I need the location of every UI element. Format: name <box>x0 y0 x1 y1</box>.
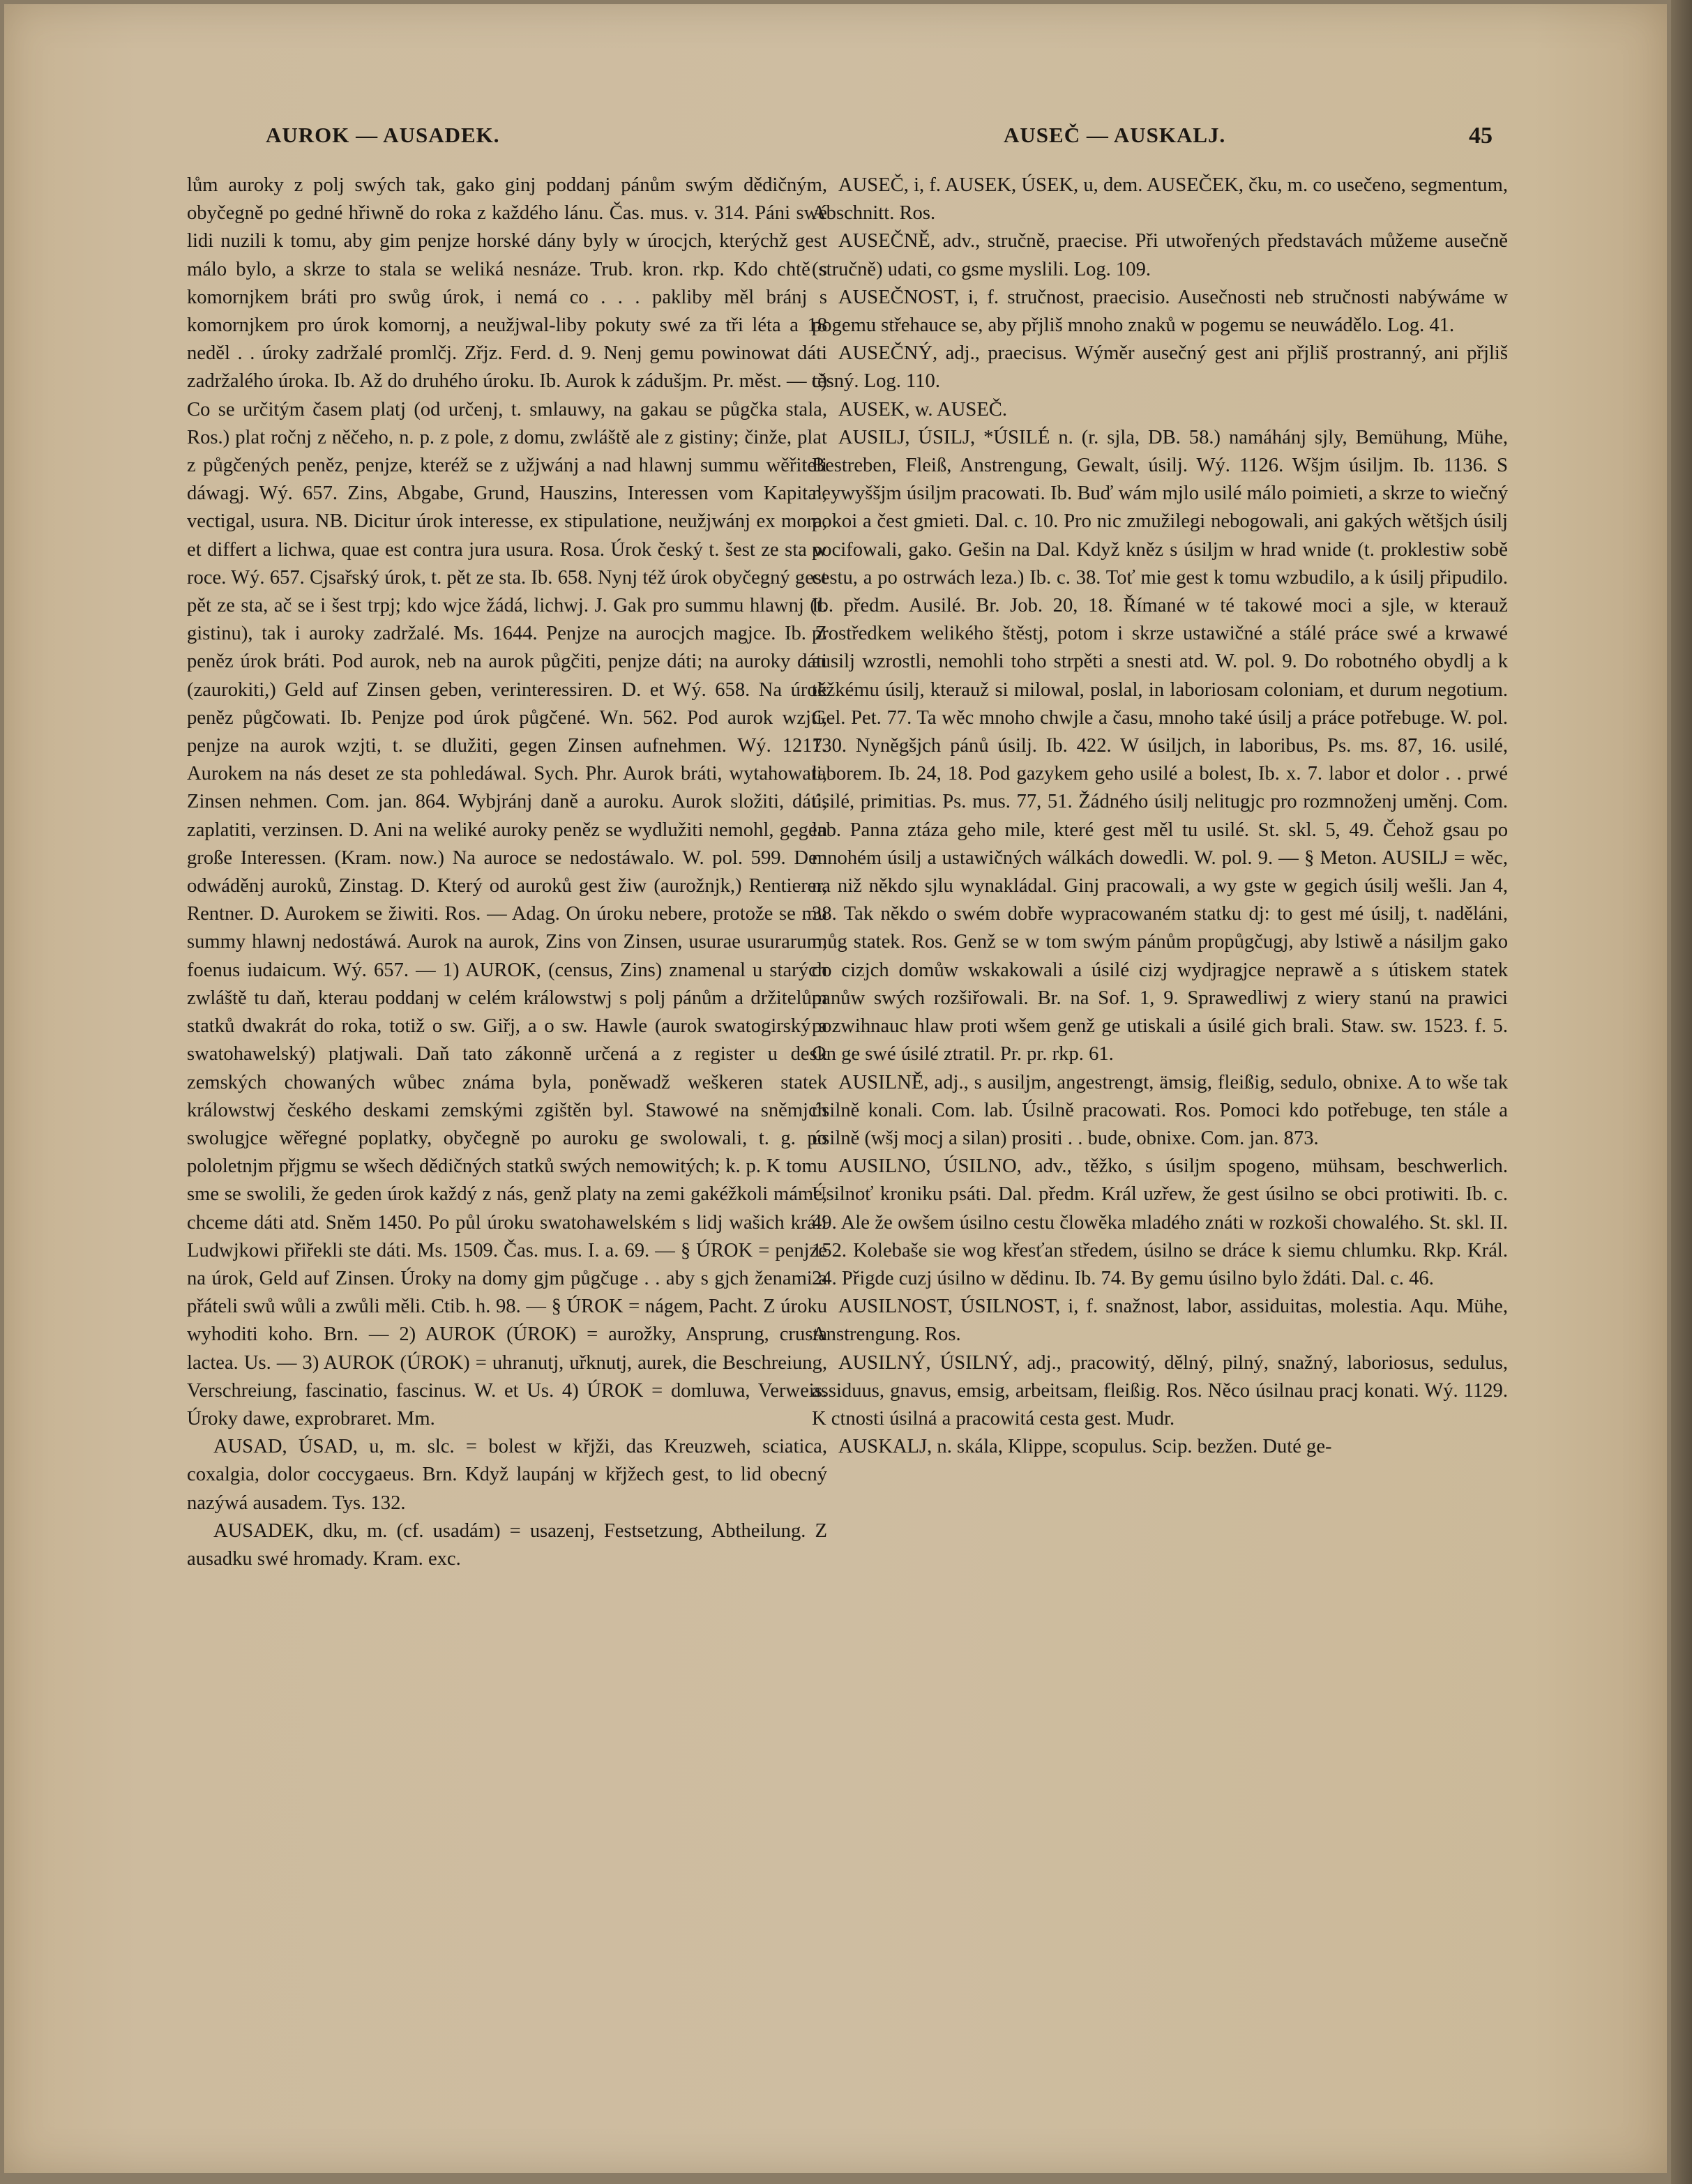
page-number: 45 <box>1469 123 1493 149</box>
entry-ausilne: AUSILNĚ, adj., s ausiljm, angestrengt, ämsig, fleißig, sedulo, obnixe. A to wše tak úsilně konali. Com. lab. Úsilně pracowati. Ros. Pomoci kdo potřebuge, ten stále a úsilně (wšj mocj a silan) prositi . . bude, obnixe. Com. jan. 873. <box>812 1071 1508 1149</box>
entry-ausek: AUSEK, w. AUSEČ. <box>838 398 1008 420</box>
dictionary-page <box>4 4 1667 2173</box>
right-column <box>812 172 1508 1461</box>
left-running-header: AUROK — AUSADEK. <box>266 123 500 147</box>
entry-auskalj: AUSKALJ, n. skála, Klippe, scopulus. Scip. bezžen. Duté ge- <box>838 1436 1332 1458</box>
page-edge-shadow <box>1671 0 1692 2184</box>
entry-ausecny: AUSEČNÝ, adj., praecisus. Wýměr ausečný gest ani přjliš prostranný, ani přjliš těsný. Log. 110. <box>812 342 1508 393</box>
entry-ausad: AUSAD, ÚSAD, u, m. slc. = bolest w křjži, das Kreuzweh, sciatica, coxalgia, dolor coccygaeus. Brn. Když laupánj w křjžech gest, to lid obecný nazýwá ausadem. Tys. 132. <box>187 1436 827 1514</box>
entry-ausilny: AUSILNÝ, ÚSILNÝ, adj., pracowitý, dělný, pilný, snažný, laboriosus, sedulus, assiduus, gnavus, emsig, arbeitsam, fleißig. Ros. Něco úsilnau pracj konati. Wý. 1129. K ctnosti úsilná a pracowitá cesta gest. Mudr. <box>812 1351 1508 1430</box>
entry-ausadek: AUSADEK, dku, m. (cf. usadám) = usazenj, Festsetzung, Abtheilung. Z ausadku swé hromady. Kram. exc. <box>187 1519 827 1570</box>
right-running-header: AUSEČ — AUSKALJ. <box>1004 123 1226 147</box>
entry-ausec: AUSEČ, i, f. AUSEK, ÚSEK, u, dem. AUSEČEK, čku, m. co usečeno, segmentum, Abschnitt. Ros. <box>812 174 1508 225</box>
entry-ausecnost: AUSEČNOST, i, f. stručnost, praecisio. Ausečnosti neb stručnosti nabýwáme w pogemu střehauce se, aby přjliš mnoho znaků w pogemu se neuwádělo. Log. 41. <box>812 286 1508 337</box>
entry-ausecne: AUSEČNĚ, adv., stručně, praecise. Při utwořených představách můžeme ausečně (stručně) udati, co gsme myslili. Log. 109. <box>812 230 1508 280</box>
entry-aurok-continuation: lům auroky z polj swých tak, gako ginj poddanj pánům swým dědičným, obyčegně po gedné hřiwně do roka z každého lánu. Čas. mus. v. 314. Páni swé lidi nuzili k tomu, aby gim penjze horské dány byly w úrocjch, kterýchž gest málo bylo, a skrze to stala se weliká nesnáze. Trub. kron. rkp. Kdo chtě s komornjkem bráti pro swůg úrok, i nemá co . . . pakliby měl bránj s komornjkem pro úrok komornj, a neužjwal-liby pokuty swé za tři léta a 18 neděl . . úroky zadržalé promlčj. Zřjz. Ferd. d. 9. Nenj gemu powinowat dáti zadržalého úroka. Ib. Až do druhého úroku. Ib. Aurok k zádušjm. Pr. měst. — c) Co se určitým časem platj (od určenj, t. smlauwy, na gakau se půgčka stala, Ros.) plat ročnj z něčeho, n. p. z pole, z domu, zwláště ale z gistiny; činže, plat z půgčených peněz, penjze, kteréž se z užjwánj a nad hlawnj summu wěřiteli dáwagj. Wý. 657. Zins, Abgabe, Grund, Hauszins, Interessen vom Kapital, vectigal, usura. NB. Dicitur úrok interesse, ex stipulatione, neužjwánj ex mora, et differt a lichwa, quae est contra jura usura. Rosa. Úrok český t. šest ze sta w roce. Wý. 657. Cjsařský úrok, t. pět ze sta. Ib. 658. Nynj též úrok obyčegný gest pět ze sta, ač se i šest trpj; kdo wjce žádá, lichwj. J. Gak pro summu hlawnj (t. gistinu), tak i auroky zadržalé. Ms. 1644. Penjze na aurocjch magjce. Ib. Z peněz úrok bráti. Pod aurok, neb na aurok půgčiti, penjze dáti; na auroky dáti (zaurokiti,) Geld auf Zinsen geben, verinteressiren. D. et Wý. 658. Na úrok peněz půgčowati. Ib. Penjze pod úrok půgčené. Wn. 562. Pod aurok wzjti, penjze na aurok wzjti, t. se dlužiti, gegen Zinsen aufnehmen. Wý. 1217. Aurokem na nás deset ze sta pohledáwal. Sych. Phr. Aurok bráti, wytahowati, Zinsen nehmen. Com. jan. 864. Wybjránj daně a auroku. Aurok složiti, dáti, zaplatiti, verzinsen. D. Ani na weliké auroky peněz se wydlužiti nemohl, gegen große Interessen. (Kram. now.) Na auroce se nedostáwalo. W. pol. 599. Den odwáděnj auroků, Zinstag. D. Který od auroků gest žiw (aurožnjk,) Rentierer, Rentner. D. Aurokem se žiwiti. Ros. — Adag. On úroku nebere, protože se mu summy hlawnj nedostáwá. Aurok na aurok, Zins von Zinsen, usurae usurarum, foenus iudaicum. Wý. 657. — 1) AUROK, (census, Zins) znamenal u starých zwláště tu daň, kterau poddanj w celém králowstwj s polj pánům a držitelům statků dwakrát do roka, totiž o sw. Giřj, a o sw. Hawle (aurok swatogirský a swatohawelský) platjwali. Daň tato zákonně určená a z register u desk zemských chowaných wůbec známa byla, poněwadž weškeren statek králowstwj českého deskami zemskými zgištěn byl. Stawowé na sněmjch swolugjce wěřegné poplatky, obyčegně po auroku ge swolowali, t. g. po pololetnjm přjgmu se wšech dědičných statků swých nemowitých; k. p. K tomu sme se swolili, že geden úrok každý z nás, genž platy na zemi gakéžkoli máme, chceme dáti atd. Sněm 1450. Po půl úroku swatohawelském s lidj wašich králi Ludwjkowi přiřekli ste dáti. Ms. 1509. Čas. mus. I. a. 69. — § ÚROK = penjze na úrok, Geld auf Zinsen. Úroky na domy gjm půgčuge . . aby s gjch ženami a přáteli swů wůli a zwůli měli. Ctib. h. 98. — § ÚROK = nágem, Pacht. Z úroku wyhoditi koho. Brn. — 2) AUROK (ÚROK) = aurožky, Ansprung, crusta lactea. Us. — 3) AUROK (ÚROK) = uhranutj, uřknutj, aurek, die Beschreiung, Verschreiung, fascinatio, fascinus. W. et Us. 4) ÚROK = domluwa, Verweis. Úroky dawe, exprobraret. Mm. <box>187 174 827 1430</box>
left-column <box>187 172 827 1573</box>
entry-ausilno: AUSILNO, ÚSILNO, adv., těžko, s úsiljm spogeno, mühsam, beschwerlich. Úsilnoť kroniku psáti. Dal. předm. Král uzřew, že gest úsilno se obci protiwiti. Ib. c. 49. Ale že owšem úsilno cestu člowěka mladého znáti w rozkoši chowalého. St. skl. II. 152. Kolebaše sie wog křesťan středem, úsilno se dráce k siemu chlumku. Rkp. Král. 24. Přigde cuzj úsilno w dědinu. Ib. 74. By gemu úsilno bylo ždáti. Dal. c. 46. <box>812 1155 1508 1289</box>
entry-ausilnost: AUSILNOST, ÚSILNOST, i, f. snažnost, labor, assiduitas, molestia. Aqu. Mühe, Anstrengung. Ros. <box>812 1296 1508 1346</box>
entry-ausilj: AUSILJ, ÚSILJ, *ÚSILÉ n. (r. sjla, DB. 58.) namáhánj sjly, Bemühung, Mühe, Bestreben, Fleiß, Anstrengung, Gewalt, úsilj. Wý. 1126. Wšjm úsiljm. Ib. 1136. S neywyššjm úsiljm pracowati. Ib. Buď wám mjlo usilé málo poimieti, a skrze to wiečný pokoi a čest gmieti. Dal. c. 10. Pro nic zmužilegi nebogowali, ani gakých wětšjch úsilj pocifowali, gako. Gešin na Dal. Když kněz s úsiljm w hrad wnide (t. proklestiw sobě cestu, a po ostrwách leza.) Ib. c. 38. Toť mie gest k tomu wzbudilo, a k úsilj připudilo. Ib. předm. Ausilé. Br. Job. 20, 18. Římané w té takowé moci a sjle, w kterauž prostředkem welikého štěstj, potom i skrze ustawičné a stálé práce swé a krwawé ausilj wzrostli, nemohli toho strpěti a snesti atd. W. pol. 9. Do robotného obydlj a k těžkému úsilj, kterauž si milowal, poslal, in laboriosam coloniam, et durum negotium. Gel. Pet. 77. Ta wěc mnoho chwjle a času, mnoho také úsilj a práce potřebuge. W. pol. 130. Nyněgšjch pánů úsilj. Ib. 422. W úsiljch, in laboribus, Ps. ms. 87, 16. usilé, laborem. Ib. 24, 18. Pod gazykem geho usilé a bolest, Ib. x. 7. labor et dolor . . prwé úsilé, primitias. Ps. mus. 77, 51. Žádného úsilj nelitugjc pro rozmnoženj uměnj. Com. lab. Panna ztáza geho mile, které gest měl tu usilé. St. skl. 5, 49. Čehož gsau po mnohém úsilj a ustawičných wálkách dowedli. W. pol. 9. — § Meton. AUSILJ = wěc, na niž někdo sjlu wynakládal. Ginj pracowali, a wy gste w gegich úsilj wešli. Jan 4, 38. Tak někdo o swém dobře wypracowaném statku dj: to gest mé úsilj, t. naděláni, můg statek. Ros. Genž se w tom swým pánům propůgčugj, aby lstiwě a násiljm gako do cizjch domůw wskakowali a úsilé cizj wydjragjce neprawě a s útiskem statek panůw swých rozšiřowali. Br. na Sof. 1, 9. Sprawedliwj z wiery stanú na prawici pozwihnauc hlaw proti wšem genž ge utiskali a úsilé gich brali. Staw. sw. 1523. f. 5. On ge swé úsilé ztratil. Pr. pr. rkp. 61. <box>812 426 1508 1066</box>
